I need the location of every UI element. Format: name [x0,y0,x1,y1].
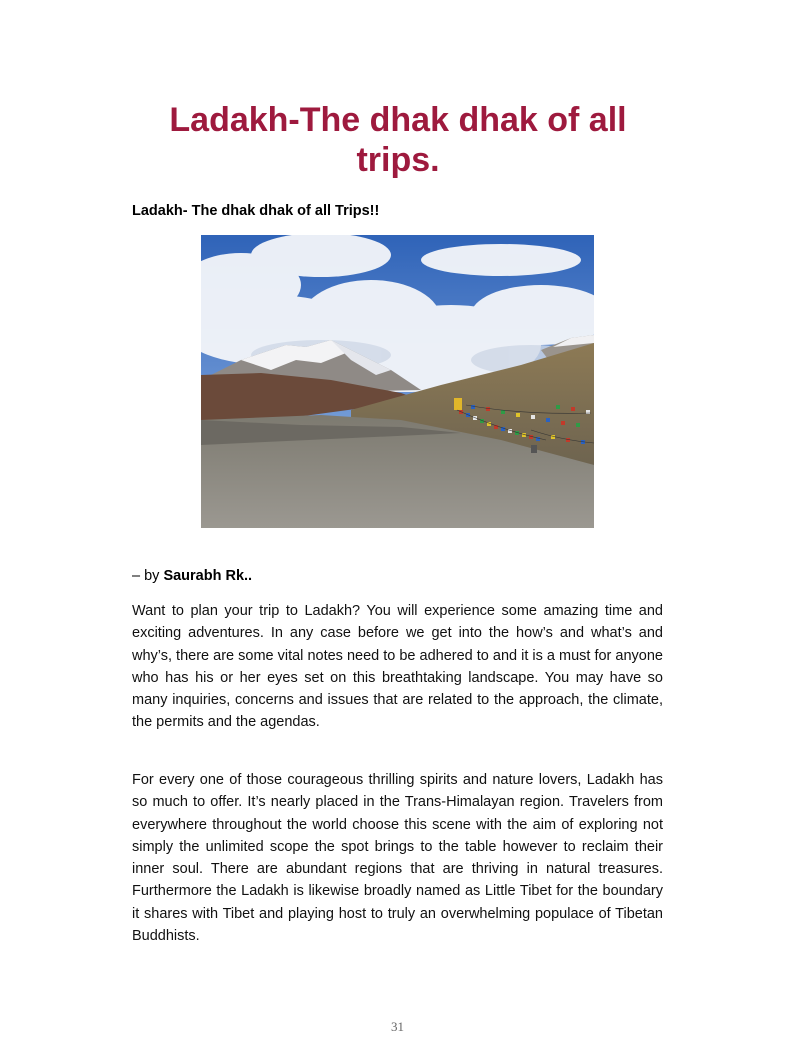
article-subtitle: Ladakh- The dhak dhak of all Trips!! [132,203,380,219]
landscape-image [201,235,594,528]
author-name: Saurabh Rk.. [163,568,253,584]
byline [132,568,252,584]
ladakh-photo [201,235,594,528]
page-title: Ladakh-The dhak dhak of all trips. [169,101,627,179]
byline-prefix: – by [132,568,164,584]
page-number: 31 [391,1019,404,1034]
paragraph-1: Want to plan your trip to Ladakh? You will experience some amazing time and exciting adventures. In any case before we get into the how’s and what’s and why’s, there are some vital notes need to be adhered to and it is a must for anyone who has his or her eyes set on this breathtaking landscape. You may have so many inquiries, concerns and issues that are related to the approach, the climate, the permits and the agendas. [132,603,663,731]
paragraph-2: For every one of those courageous thrilling spirits and nature lovers, Ladakh has so much to offer. It’s nearly placed in the Trans-Himalayan region. Travelers from everywhere throughout the world choose this scene with the aim of exploring not simply the unlimited scope the spot brings to the table however to reclaim their inner soul. There are abundant regions that are thriving in natural treasures. Furthermore the Ladakh is likewise broadly named as Little Tibet for the boundary it shares with Tibet and playing host to truly an overwhelming populace of Tibetan Buddhists. [132,772,663,945]
